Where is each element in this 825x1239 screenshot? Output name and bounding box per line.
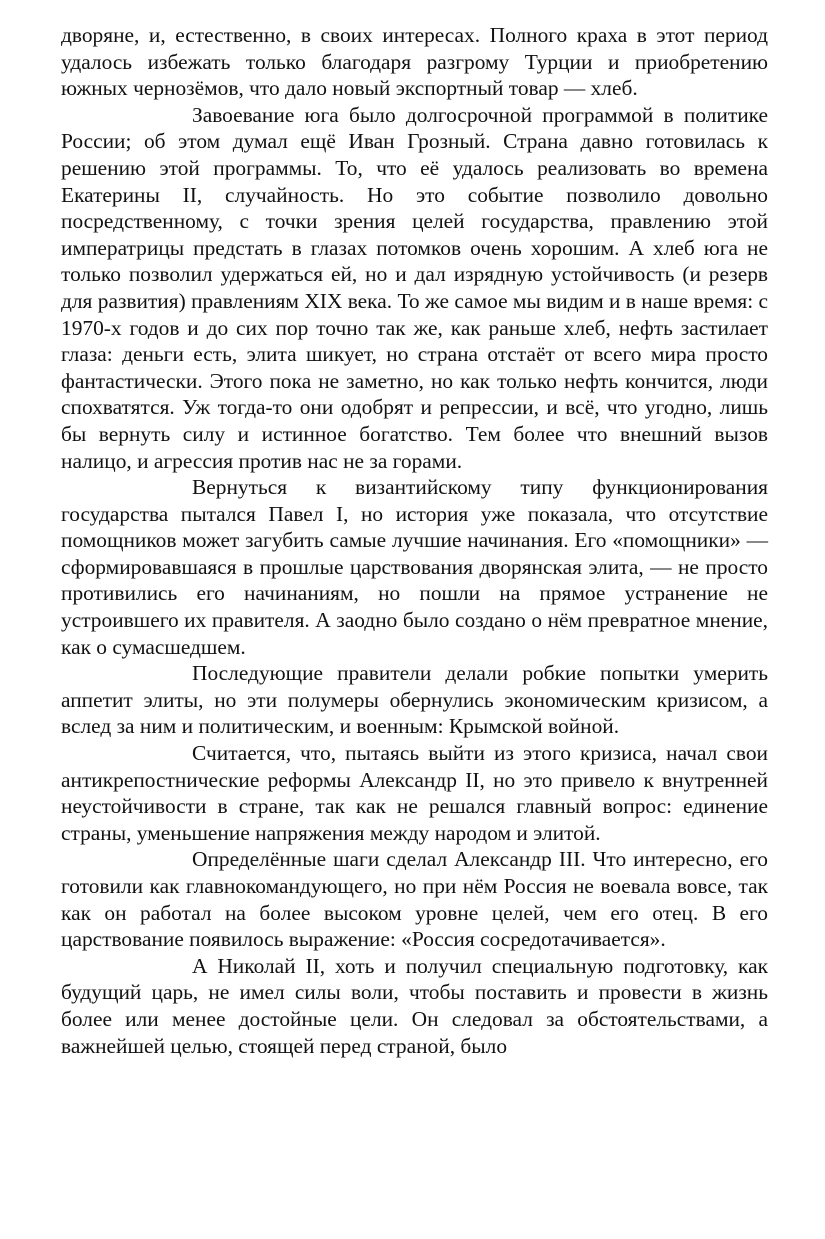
- paragraph-1: дворяне, и, естественно, в своих интересах. Полного краха в этот период удалось избежать только благодаря разгрому Турции и приобретению южных чернозёмов, что дало новый экспортный товар — хлеб.: [61, 23, 768, 101]
- paragraph-3: Вернуться к византийскому типу функционирования государства пытался Павел I, но история уже показала, что отсутствие помощников может загубить самые лучшие начинания. Его «помощники» — сформировавшаяся в прошлые царствования дворянская элита, — не просто противились его начинаниям, но пошли на прямое устранение не устроившего их правителя. А заодно было создано о нём превратное мнение, как о сумасшедшем.: [61, 475, 768, 659]
- paragraph-5: Считается, что, пытаясь выйти из этого кризиса, начал свои антикрепостнические реформы Александр II, но это привело к внутренней неустойчивости в стране, так как не решался главный вопрос: единение страны, уменьшение напряжения между народом и элитой.: [61, 741, 768, 845]
- document-page: [61, 22, 768, 1059]
- paragraph-7: А Николай II, хоть и получил специальную подготовку, как будущий царь, не имел силы воли, чтобы поставить и провести в жизнь более или менее достойные цели. Он следовал за обстоятельствами, а важнейшей целью, стоящей перед страной, было: [61, 953, 768, 1058]
- paragraph-2: Завоевание юга было долгосрочной программой в политике России; об этом думал ещё Иван Грозный. Страна давно готовилась к решению этой программы. То, что её удалось реализовать во времена Екатерины II, случайность. Но это событие позволило довольно посредственному, с точки зрения целей государства, правлению этой императрицы предстать в глазах потомков очень хорошим. А хлеб юга не только позволил удержаться ей, но и дал изрядную устойчивость (и резерв для развития) правлениям XIX века. То же самое мы видим и в наше время: с 1970-х годов и до сих пор точно так же, как раньше хлеб, нефть застилает глаза: деньги есть, элита шикует, но страна отстаёт от всего мира просто фантастически. Этого пока не заметно, но как только нефть кончится, люди спохватятся. Уж тогда-то они одобрят и репрессии, и всё, что угодно, лишь бы вернуть силу и истинное богатство. Тем более что внешний вызов налицо, и агрессия против нас не за горами.: [61, 102, 768, 473]
- paragraph-4: Последующие правители делали робкие попытки умерить аппетит элиты, но эти полумеры обернулись экономическим кризисом, а вслед за ним и политическим, и военным: Крымской войной.: [61, 661, 768, 739]
- paragraph-6: Определённые шаги сделал Александр III. Что интересно, его готовили как главнокомандующего, но при нём Россия не воевала вовсе, так как он работал на более высоком уровне целей, чем его отец. В его царствование появилось выражение: «Россия сосредотачивается».: [61, 847, 768, 952]
